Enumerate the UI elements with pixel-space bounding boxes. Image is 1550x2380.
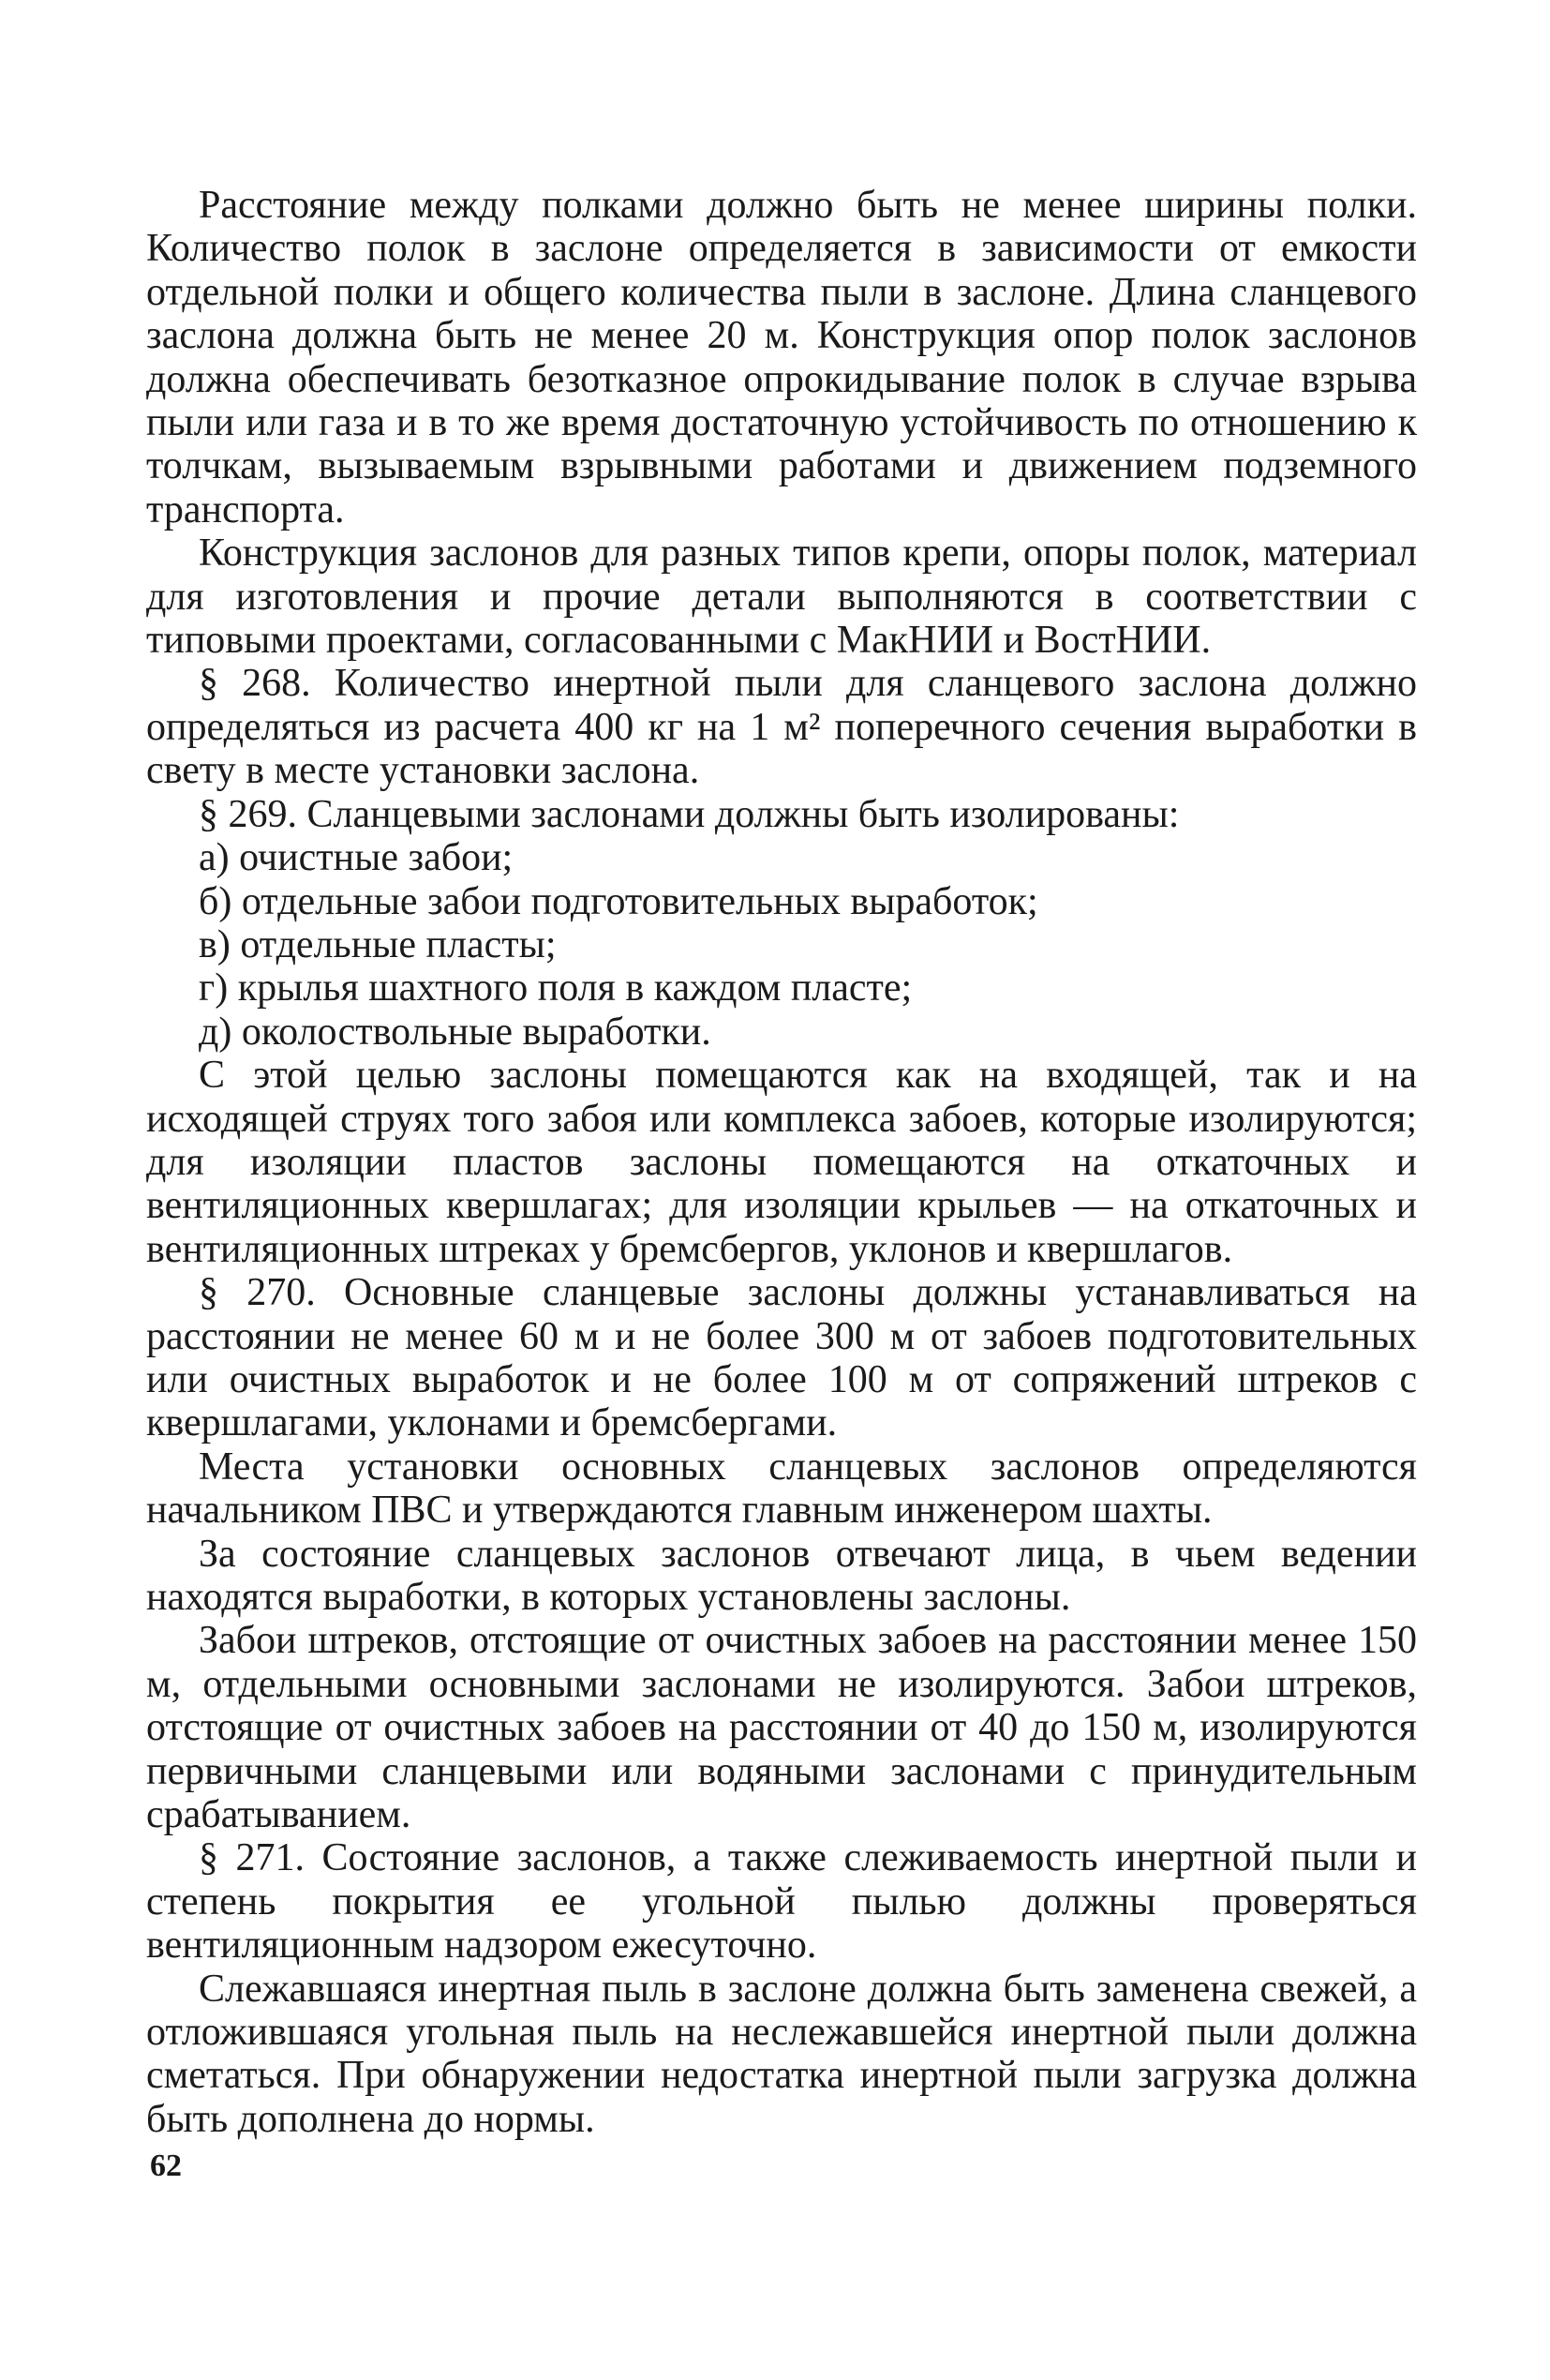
paragraph-installation-sites: Места установки основных сланцевых заслонов определяются начальником ПВС и утверждаются главным инженером шахты. [146,1444,1417,1533]
paragraph-section-270: § 270. Основные сланцевые заслоны должны устанавливаться на расстоянии не менее 60 м и не более 300 м от забоев подготовительных или очистных выработок и не более 100 м от сопряжений штреков с квершлагами, уклонами и бремсбергами. [146,1271,1417,1445]
paragraph-section-269: § 269. Сланцевыми заслонами должны быть изолированы: [199,792,1180,836]
paragraph-shelf-spacing: Расстояние между полками должно быть не менее ширины полки. Количество полок в заслоне определяется в зависимости от емкости отдельной полки и общего количества пыли в заслоне. Длина сланцевого заслона должна быть не менее 20 м. Конструкция опор полок заслонов должна обеспечивать безотказное опрокидывание полок в случае взрыва пыли или газа и в то же время достаточную устойчивость по отношению к толчкам, вызываемым взрывными работами и движением подземного транспорта. [146,184,1417,531]
paragraph-barrier-construction: Конструкция заслонов для разных типов крепи, опоры полок, материал для изготовления и прочие детали выполняются в соответствии с типовыми проектами, согласованными с МакНИИ и ВостНИИ. [146,531,1417,663]
list-item-v: в) отдельные пласты; [199,922,557,966]
paragraph-section-268: § 268. Количество инертной пыли для сланцевого заслона должно определяться из расчета 400 кг на 1 м² поперечного сечения выработки в свету в месте установки заслона. [146,662,1417,793]
list-item-d: д) околоствольные выработки. [199,1010,711,1054]
paragraph-caked-dust: Слежавшаяся инертная пыль в заслоне должна быть заменена свежей, а отложившаяся угольная пыль на неслежавшейся инертной пыли должна сметаться. При обнаружении недостатка инертной пыли загрузка должна быть дополнена до нормы. [146,1967,1417,2141]
page-number: 62 [150,2148,182,2183]
paragraph-responsibility: За состояние сланцевых заслонов отвечают лица, в чьем ведении находятся выработки, в которых установлены заслоны. [146,1532,1417,1619]
list-item-a: а) очистные забои; [199,836,514,880]
list-item-g: г) крылья шахтного поля в каждом пласте; [199,966,913,1010]
paragraph-section-271: § 271. Состояние заслонов, а также слеживаемость инертной пыли и степень покрытия ее угольной пылью должны проверяться вентиляционным надзором ежесуточно. [146,1836,1417,1968]
paragraph-drift-faces: Забои штреков, отстоящие от очистных забоев на расстоянии менее 150 м, отдельными основными заслонами не изолируются. Забои штреков, отстоящие от очистных забоев на расстоянии от 40 до 150 м, изолируются первичными сланцевыми или водяными заслонами с принудительным срабатыванием. [146,1619,1417,1837]
list-item-b: б) отдельные забои подготовительных выработок; [199,879,1038,923]
paragraph-placement-purpose: С этой целью заслоны помещаются как на входящей, так и на исходящей струях того забоя или комплекса забоев, которые изолируются; для изоляции пластов заслоны помещаются на откаточных и вентиляционных квершлагах; для изоляции крыльев — на откаточных и вентиляционных штреках у бремсбергов, уклонов и квершлагов. [146,1054,1417,1271]
body-text [146,184,1417,2141]
